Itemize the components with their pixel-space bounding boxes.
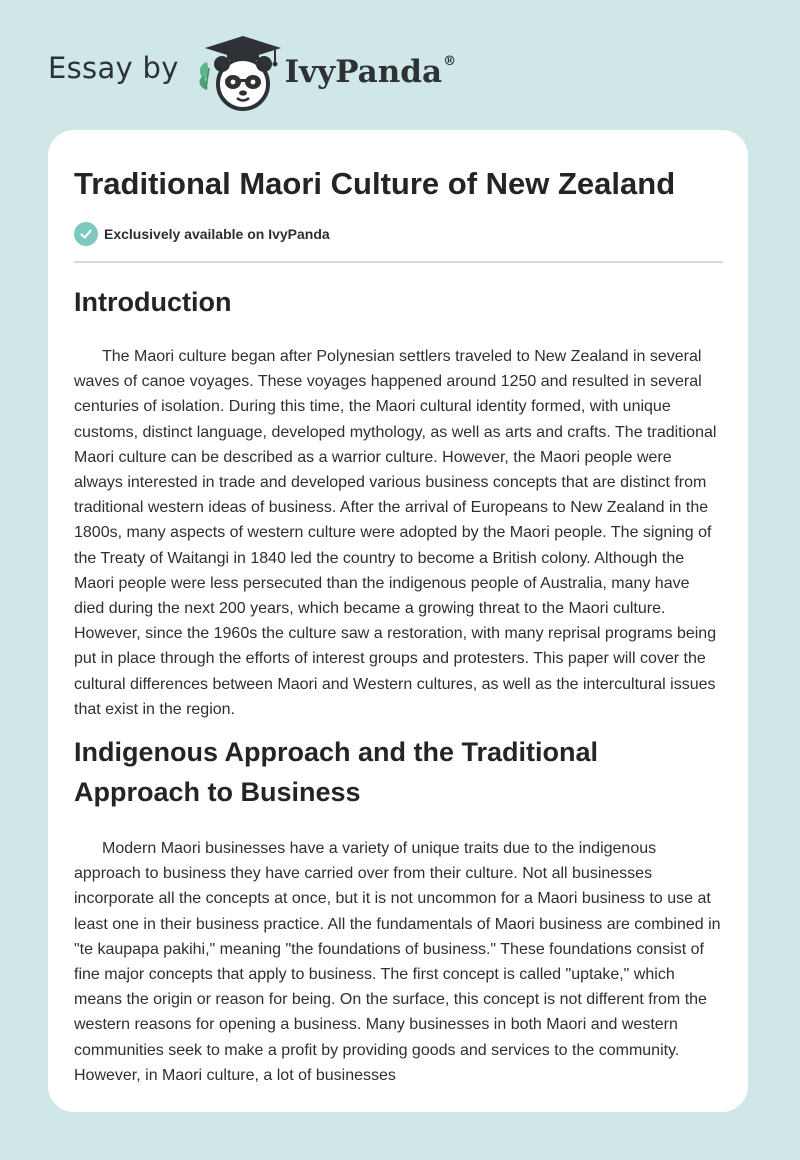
exclusive-badge-text: Exclusively available on IvyPanda	[104, 226, 330, 242]
brand-name[interactable]: IvyPanda®	[284, 53, 457, 90]
check-circle-icon	[74, 222, 98, 246]
essay-card	[48, 130, 748, 1112]
essay-by-label: Essay by	[48, 51, 179, 85]
section-introduction	[74, 282, 724, 722]
section-heading: Introduction	[74, 287, 232, 317]
section-heading: Indigenous Approach and the Traditional Approach to Business	[74, 737, 599, 807]
site-header	[48, 28, 456, 112]
section-paragraph: Modern Maori businesses have a variety of unique traits due to the indigenous approach to business they have carried over from their culture. Not all businesses incorporate all the concepts at once, but it is not uncommon for a Maori business to use at least one in their business practice. All the fundamentals of Maori business are combined in "te kaupapa pakihi," meaning "the foundations of business." These foundations consist of fine major concepts that apply to business. The first concept is called "uptake," which means the origin or reason for being. On the surface, this concept is not different from the western reasons for opening a business. Many businesses in both Maori and western communities seek to make a profit by providing goods and services to the community. However, in Maori culture, a lot of businesses	[74, 840, 721, 1084]
panda-graduate-icon[interactable]	[193, 28, 285, 112]
section-paragraph: The Maori culture began after Polynesian settlers traveled to New Zealand in several waves of canoe voyages. These voyages happened around 1250 and resulted in several centuries of isolation. During this time, the Maori cultural identity formed, with unique customs, distinct language, developed mythology, as well as arts and crafts. The traditional Maori culture can be described as a warrior culture. However, the Maori people were always interested in trade and developed various business concepts that are distinct from traditional western ideas of business. After the arrival of Europeans to New Zealand in the 1800s, many aspects of western culture were adopted by the Maori people. The signing of the Treaty of Waitangi in 1840 led the country to become a British colony. Although the Maori people were less persecuted than the indigenous people of Australia, many have died during the next 200 years, which became a growing threat to the Maori culture. However, since the 1960s the culture saw a restoration, with many reprisal programs being put in place through the efforts of interest groups and protesters. This paper will cover the cultural differences between Maori and Western cultures, as well as the intercultural issues that exist in the region.	[74, 348, 717, 718]
page-title: Traditional Maori Culture of New Zealand	[74, 166, 676, 201]
registered-mark: ®	[443, 53, 457, 69]
section-indigenous-approach	[74, 732, 724, 1088]
exclusive-badge	[74, 222, 330, 246]
title-divider	[74, 261, 723, 263]
